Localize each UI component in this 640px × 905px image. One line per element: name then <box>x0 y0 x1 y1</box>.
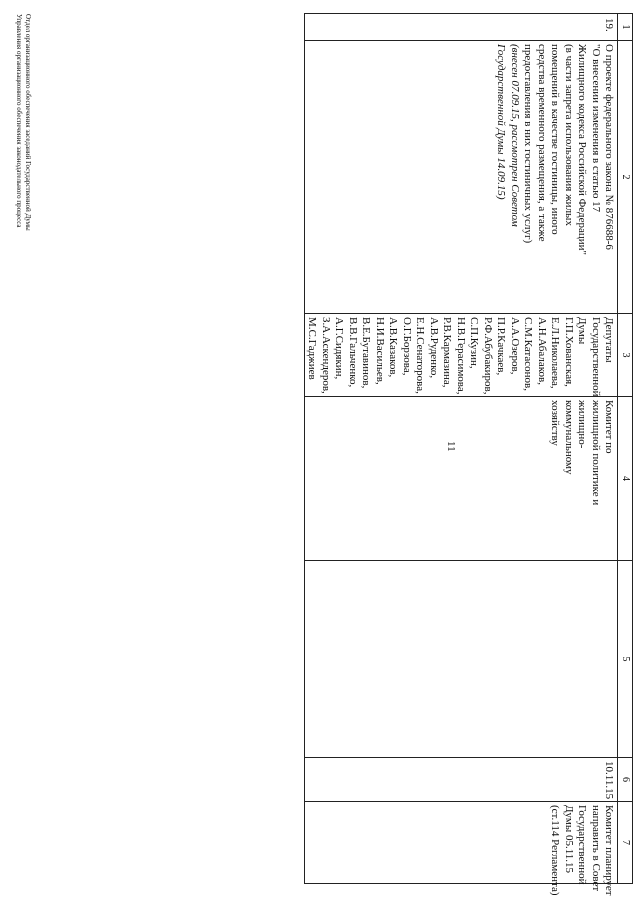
bill-title-line: предоставления в них гостиничных услуг) <box>522 44 535 244</box>
plan-line: Государственной <box>576 805 589 885</box>
author-line: З.А.Аскендеров, <box>320 317 332 394</box>
author-line: Е.Н.Сенаторова, <box>414 317 427 394</box>
bill-title-line: Жилищного кодекса Российской Федерации" <box>576 44 589 256</box>
col5-cell <box>305 561 618 758</box>
footer-line-department: Отдел организационного обеспечения заседаний Государственной Думы <box>24 14 32 231</box>
author-line: В.В.Гальченко, <box>347 317 359 388</box>
author-line: А.Г.Сидякин, <box>333 317 346 380</box>
plan-line: Думы 05.11.15 <box>563 805 575 874</box>
author-line: Депутаты <box>603 317 616 363</box>
col-number-4: 4 <box>618 397 633 561</box>
author-line: М.С.Гаджиев <box>306 317 319 380</box>
author-line: А.А.Озеров, <box>509 317 521 375</box>
author-line: Н.И.Васильев, <box>374 317 386 385</box>
author-line: С.М.Катасонов, <box>522 317 535 391</box>
col-number-6: 6 <box>618 758 633 802</box>
page-number: 11 <box>445 441 457 452</box>
author-line: А.Н.Абалаков, <box>536 317 548 385</box>
author-line: В.Е.Бутавинов, <box>360 317 373 389</box>
author-line: Н.В.Герасимова, <box>455 317 467 395</box>
committee-line: Комитет по <box>603 400 616 454</box>
col-number-5: 5 <box>618 561 633 758</box>
plan-cell <box>305 802 618 896</box>
agenda-table <box>304 13 633 896</box>
column-number-row <box>618 14 633 884</box>
author-line: П.Р.Качкаев, <box>495 317 508 376</box>
row-number: 19. <box>305 14 618 41</box>
committee-line: хозяйству <box>549 400 562 446</box>
col-number-3: 3 <box>618 314 633 397</box>
bill-title-line: (в части запрета использования жилых <box>563 44 575 226</box>
bill-title-line: помещений в качестве гостиницы, иного <box>549 44 562 235</box>
plan-line: (ст.114 Регламента) <box>549 805 562 896</box>
bill-title-line: средства временного размещения, а также <box>536 44 548 242</box>
author-line: С.П.Кузин, <box>468 317 481 369</box>
footer-line-directorate: Управления организационного обеспечения законодательного процесса <box>15 14 24 228</box>
author-line: А.В.Руденко, <box>428 317 440 379</box>
date-cell: 10.11.15 <box>305 758 618 802</box>
plan-line: направить в Совет <box>590 805 602 892</box>
author-line: О.Г.Борзова, <box>401 317 413 376</box>
author-line: Р.Ф.Абубакиров, <box>482 317 494 395</box>
footer <box>15 14 32 534</box>
author-line: Р.В.Кармазина, <box>441 317 454 388</box>
author-line: Думы <box>576 317 589 345</box>
committee-line: коммунальному <box>563 400 575 475</box>
plan-line: Комитет планирует <box>603 805 616 896</box>
committee-cell <box>305 397 618 561</box>
col-number-7: 7 <box>618 802 633 884</box>
col-number-1: 1 <box>618 14 633 41</box>
committee-line: жилищно- <box>576 400 589 449</box>
col-number-2: 2 <box>618 41 633 314</box>
bill-note-line: (внесен 07.09.15, рассмотрен Советом <box>509 44 521 227</box>
bill-description <box>305 41 618 314</box>
bill-note-line: Государственной Думы 14.09.15) <box>495 44 508 200</box>
author-line: Государственной <box>590 317 602 397</box>
author-line: Е.Л.Николаева, <box>549 317 562 389</box>
author-line: Г.П.Хованская, <box>563 317 575 387</box>
bill-title-line: "О внесении изменения в статью 17 <box>590 44 602 213</box>
bill-title-line: О проекте федерального закона № 876688-6 <box>603 44 616 250</box>
table-row <box>305 14 618 884</box>
table-bottom-border <box>305 14 306 884</box>
committee-line: жилищной политике и <box>590 400 602 506</box>
authors-cell <box>305 314 618 397</box>
author-line: А.В.Казаков, <box>387 317 400 378</box>
